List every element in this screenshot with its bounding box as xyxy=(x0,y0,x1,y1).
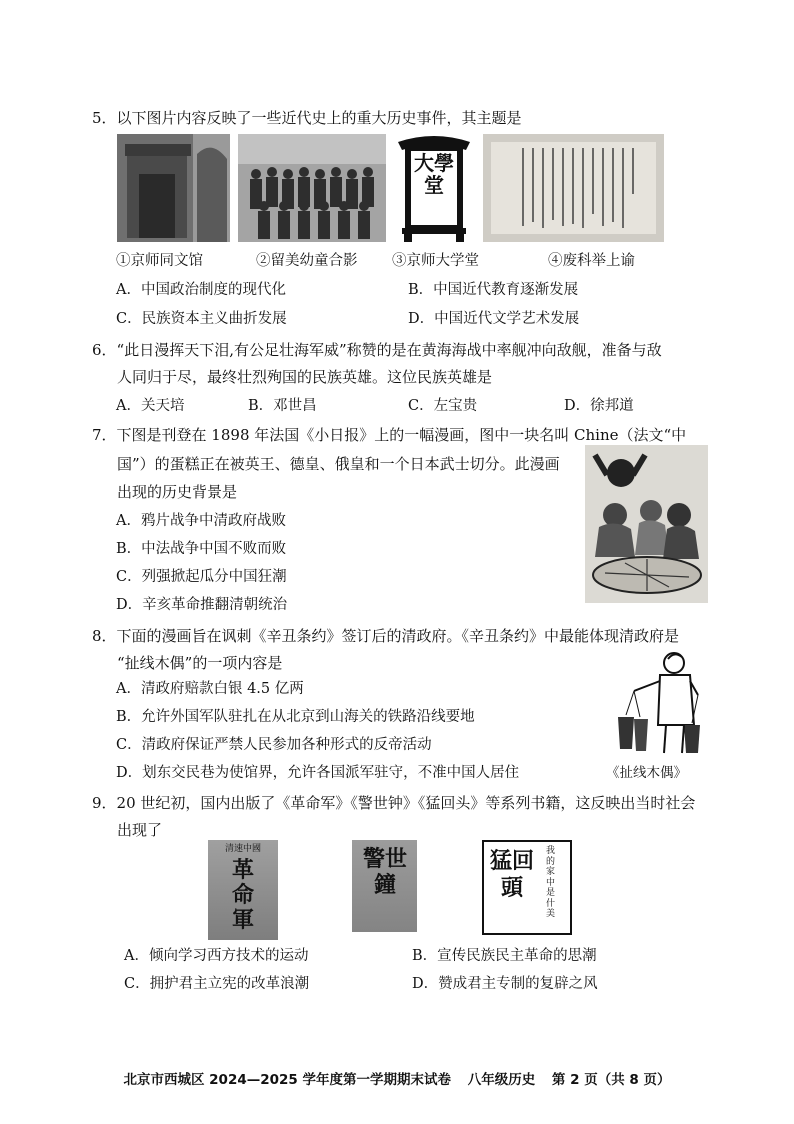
q9-book-menghuitou xyxy=(482,840,572,935)
q7-option-b[interactable]: B．中法战争中国不败而败 xyxy=(116,541,287,557)
q8-puppet-cartoon xyxy=(604,645,706,757)
q5-option-b[interactable]: B．中国近代教育逐渐发展 xyxy=(408,282,579,298)
q7-stem-line2: 国”）的蛋糕正在被英王、德皇、俄皇和一个日本武士切分。此漫画 xyxy=(117,455,560,473)
q9-option-a[interactable]: A．倾向学习西方技术的运动 xyxy=(124,948,309,964)
q7-cartoon-image xyxy=(585,445,708,603)
q5-option-a[interactable]: A．中国政治制度的现代化 xyxy=(116,282,286,298)
q5-caption-2: ②留美幼童合影 xyxy=(256,253,358,269)
q9-book2-title: 警世鐘 xyxy=(362,846,407,898)
q9-option-b[interactable]: B．宣传民族民主革命的思潮 xyxy=(412,948,597,964)
q5-caption-1: ①京师同文馆 xyxy=(116,253,203,269)
q8-option-c[interactable]: C．清政府保证严禁人民参加各种形式的反帝活动 xyxy=(116,737,432,753)
q6-option-d[interactable]: D．徐邦道 xyxy=(564,398,634,414)
q5-sign-text: 大學堂 xyxy=(414,151,454,197)
q7-option-d[interactable]: D．辛亥革命推翻清朝统治 xyxy=(116,597,288,613)
footer-subject: 八年级历史 xyxy=(467,1072,536,1088)
q9-stem-line2: 出现了 xyxy=(117,821,163,839)
page-footer xyxy=(0,1068,794,1088)
q7-stem-line3: 出现的历史背景是 xyxy=(117,483,238,501)
q9-book3-side: 我的家中是什美 xyxy=(546,846,556,919)
q5-option-c[interactable]: C．民族资本主义曲折发展 xyxy=(116,311,287,327)
q5-image-youtong xyxy=(238,134,386,242)
q8-option-a[interactable]: A．清政府赔款白银 4.5 亿两 xyxy=(116,681,304,697)
q8-option-d[interactable]: D．划东交民巷为使馆界，允许各国派军驻守，不准中国人居住 xyxy=(116,765,520,781)
q5-caption-3: ③京师大学堂 xyxy=(392,253,479,269)
q9-book1-title: 革命軍 xyxy=(231,857,254,933)
q6-stem-line2: 人同归于尽，最终壮烈殉国的民族英雄。这位民族英雄是 xyxy=(117,368,493,386)
q8-stem-line1: 8．下面的漫画旨在讽刺《辛丑条约》签订后的清政府。《辛丑条约》中最能体现清政府是 xyxy=(92,627,680,645)
q9-option-d[interactable]: D．赞成君主专制的复辟之风 xyxy=(412,976,598,992)
q9-book3-title: 猛回頭 xyxy=(489,848,534,901)
q6-option-a[interactable]: A．关天培 xyxy=(116,398,185,414)
q8-stem-line2: “扯线木偶”的一项内容是 xyxy=(117,654,283,672)
q7-stem-line1: 7．下图是刊登在 1898 年法国《小日报》上的一幅漫画，图中一块名叫 Chine（法文“中 xyxy=(92,426,687,444)
q7-option-a[interactable]: A．鸦片战争中清政府战败 xyxy=(116,513,286,529)
q5-image-tongwenguan xyxy=(117,134,230,242)
q6-stem-line1: 6．“此日漫挥天下泪,有公足壮海军威”称赞的是在黄海海战中率舰冲向敌舰，准备与敌 xyxy=(92,341,662,359)
footer-page-number: 第 2 页（共 8 页） xyxy=(551,1072,671,1088)
q9-book-jingshizhong xyxy=(352,840,417,932)
q9-stem-line1: 9．20 世纪初，国内出版了《革命军》《警世钟》《猛回头》等系列书籍，这反映出当时社会 xyxy=(92,794,696,812)
q7-option-c[interactable]: C．列强掀起瓜分中国狂潮 xyxy=(116,569,287,585)
q9-book1-top: 清速中國 xyxy=(224,844,261,854)
q5-option-d[interactable]: D．中国近代文学艺术发展 xyxy=(408,311,580,327)
q9-book-geminjun xyxy=(208,840,278,940)
q5-stem: 5．以下图片内容反映了一些近代史上的重大历史事件，其主题是 xyxy=(92,109,522,127)
q5-image-edict xyxy=(483,134,664,242)
q6-option-b[interactable]: B．邓世昌 xyxy=(248,398,317,414)
q8-option-b[interactable]: B．允许外国军队驻扎在从北京到山海关的铁路沿线要地 xyxy=(116,709,475,725)
q8-cartoon-caption: 《扯线木偶》 xyxy=(606,765,687,781)
q9-option-c[interactable]: C．拥护君主立宪的改革浪潮 xyxy=(124,976,310,992)
q5-caption-4: ④废科举上谕 xyxy=(548,253,635,269)
q6-option-c[interactable]: C．左宝贵 xyxy=(408,398,478,414)
footer-exam-title: 北京市西城区 2024—2025 学年度第一学期期末试卷 xyxy=(123,1072,452,1088)
